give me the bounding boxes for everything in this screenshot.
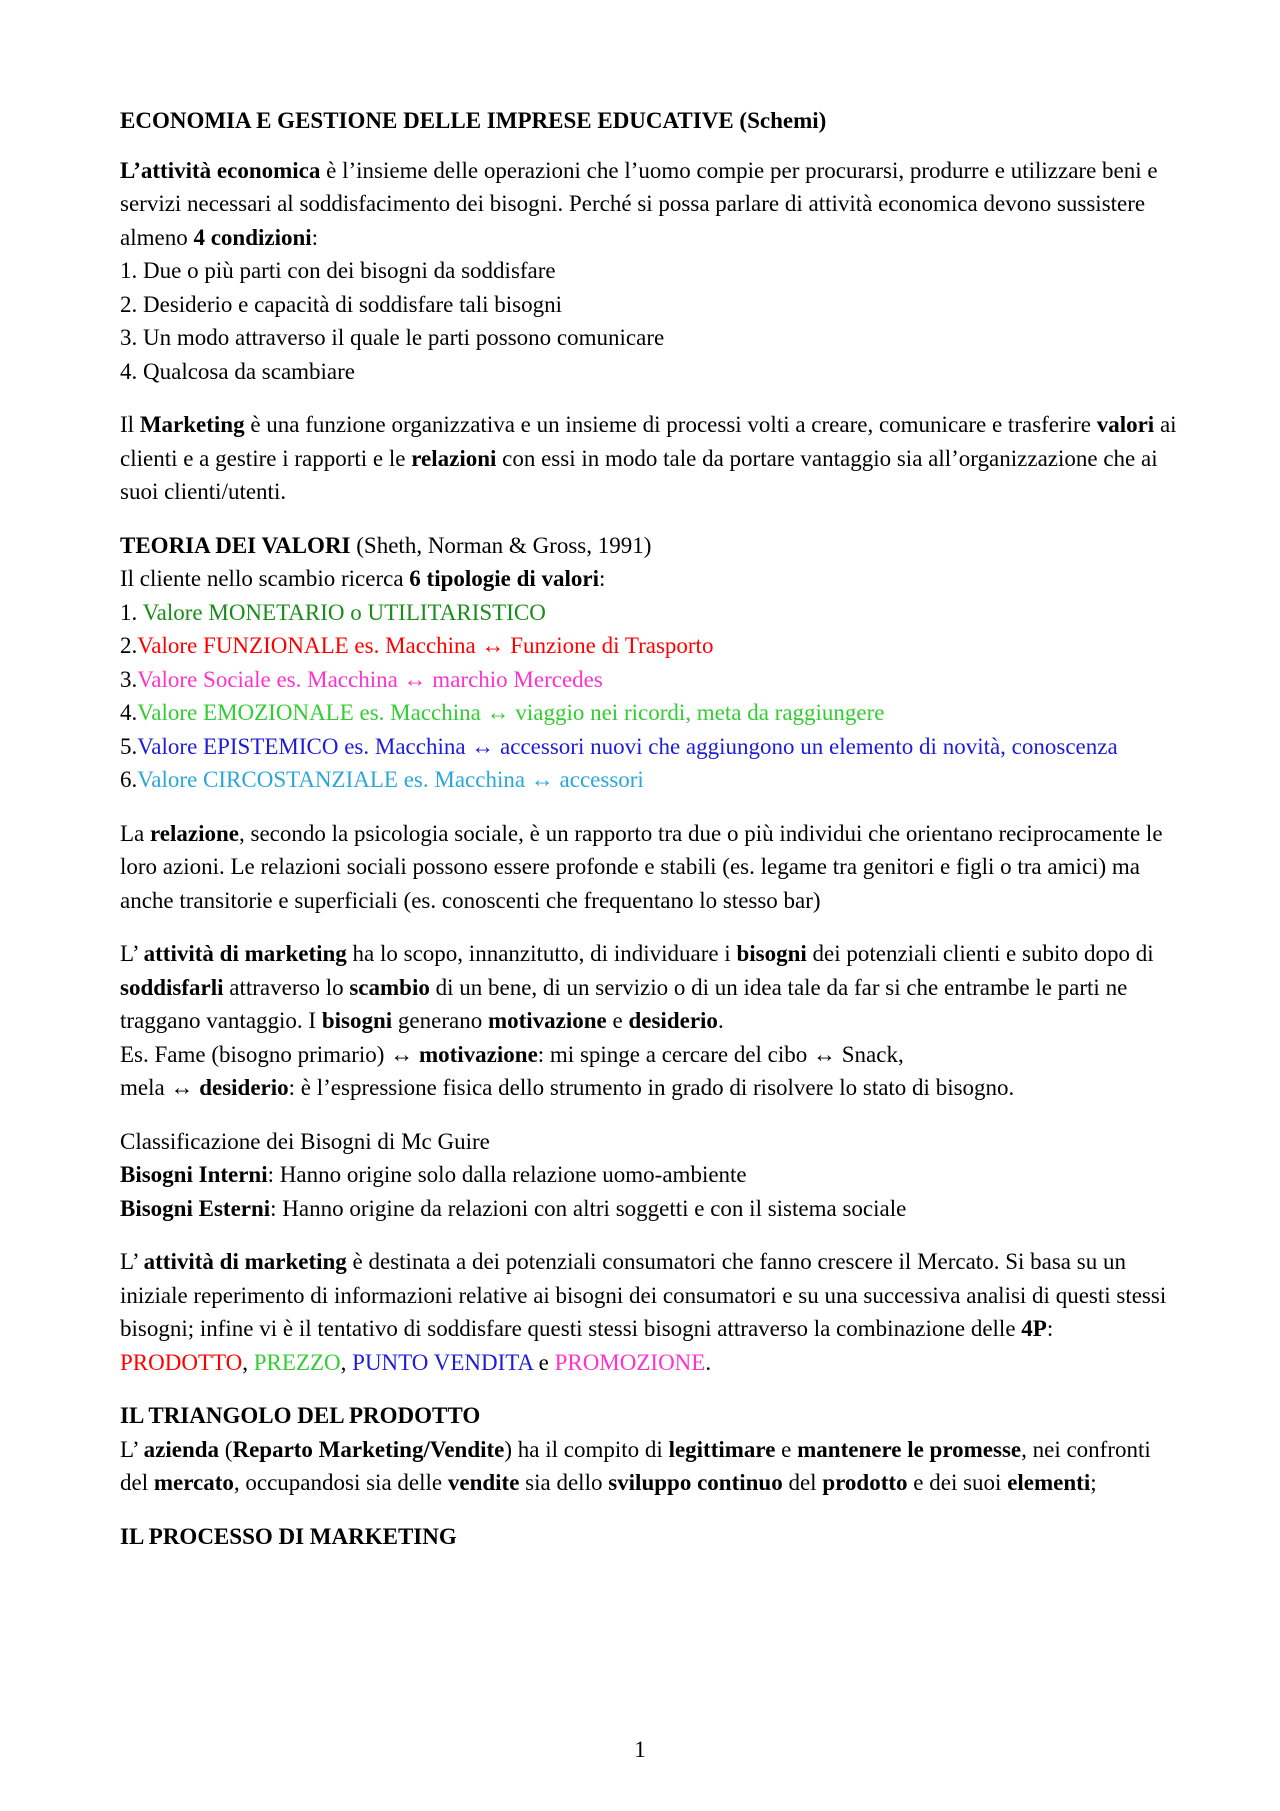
value-text: Valore Sociale es. Macchina ↔ marchio Mercedes	[137, 666, 603, 692]
bold-term: elementi	[1007, 1470, 1091, 1495]
processo-heading: IL PROCESSO DI MARKETING	[120, 1523, 457, 1549]
bold-term: relazione	[150, 820, 240, 846]
text-fragment: .	[705, 1349, 712, 1375]
teoria-heading: TEORIA DEI VALORI	[120, 532, 351, 558]
value-number: 6.	[120, 767, 138, 792]
value-text: Valore EMOZIONALE es. Macchina ↔ viaggio nei ricordi, meta da raggiungere	[137, 700, 885, 725]
text-fragment: è destinata a dei potenziali consumatori che fanno crescere il Mercato. Si basa su un iniziale reperimento di informazioni relative ai bisogni dei consumatori e su una successiva analisi di questi stessi bisogni; infine vi è il tentativo di soddisfare questi stessi bisogni attraverso la combinazione delle	[120, 1249, 1167, 1341]
attivita-marketing-paragraph	[120, 937, 1180, 1038]
text-fragment: , occupandosi sia delle	[233, 1470, 448, 1495]
text-fragment: e dei suoi	[907, 1470, 1008, 1495]
text-fragment: attraverso lo	[223, 974, 350, 1000]
value-text: Valore FUNZIONALE es. Macchina ↔ Funzione di Trasporto	[137, 633, 714, 658]
condizioni-term: 4 condizioni	[193, 224, 312, 250]
text-fragment: (	[219, 1436, 233, 1462]
text-fragment: : Hanno origine solo dalla relazione uomo-ambiente	[267, 1162, 747, 1187]
values-list	[120, 596, 1180, 797]
value-number: 3.	[120, 666, 138, 692]
value-item	[120, 696, 1180, 730]
text-fragment: e	[532, 1349, 555, 1375]
text-fragment: del	[782, 1470, 823, 1495]
value-number: 1.	[120, 599, 143, 625]
text-fragment: con essi in modo tale da portare vantaggio sia all’organizzazione che ai suoi clienti/utenti.	[120, 445, 1158, 504]
text-fragment: L’	[120, 1249, 144, 1274]
example-line	[120, 1038, 1180, 1072]
text-fragment: La	[120, 820, 151, 846]
teoria-heading-line	[120, 529, 1180, 563]
text-fragment: ,	[340, 1349, 353, 1375]
bold-term: prodotto	[822, 1470, 908, 1495]
value-item	[120, 596, 1180, 630]
text-fragment: mela ↔	[120, 1075, 200, 1100]
heading-text: IL TRIANGOLO DEL PRODOTTO	[120, 1403, 481, 1428]
relazione-paragraph	[120, 817, 1180, 918]
p-prezzo: PREZZO	[253, 1349, 341, 1375]
bold-term: Reparto Marketing/Vendite	[232, 1436, 505, 1462]
bold-term: mantenere le promesse	[797, 1436, 1022, 1462]
p-promozione: PROMOZIONE	[554, 1349, 706, 1375]
teoria-intro	[120, 562, 1180, 596]
attivita-term: L’attività economica	[120, 157, 321, 183]
value-number: 4.	[120, 700, 138, 725]
section-processo	[120, 1520, 1180, 1554]
bold-term: sviluppo continuo	[608, 1470, 783, 1495]
bold-term: motivazione	[487, 1008, 607, 1033]
bold-term: motivazione	[418, 1041, 538, 1067]
text-fragment: :	[1046, 1316, 1054, 1341]
bold-term: relazioni	[411, 445, 497, 471]
bold-term: bisogni	[736, 941, 807, 966]
value-item	[120, 663, 1180, 697]
value-number: 5.	[120, 733, 138, 759]
p-prodotto: PRODOTTO	[120, 1349, 243, 1375]
text-fragment: : mi spinge a cercare del cibo ↔ Snack,	[537, 1041, 904, 1067]
bold-term: 4P	[1021, 1316, 1047, 1341]
text-fragment: , nei confronti del	[120, 1436, 1151, 1495]
bold-term: Bisogni Interni	[120, 1162, 268, 1187]
text-fragment: e	[775, 1436, 798, 1462]
text-fragment: e	[606, 1008, 629, 1033]
teoria-citation: (Sheth, Norman & Gross, 1991)	[350, 532, 652, 558]
list-item: 2. Desiderio e capacità di soddisfare tali bisogni	[120, 291, 562, 317]
bold-term: legittimare	[668, 1436, 776, 1462]
text-fragment: sia dello	[519, 1470, 609, 1495]
section-attivita-marketing	[120, 937, 1180, 1105]
marketing-definition	[120, 408, 1180, 509]
mcguire-heading: Classificazione dei Bisogni di Mc Guire	[120, 1128, 490, 1154]
text-fragment: : Hanno origine da relazioni con altri soggetti e con il sistema sociale	[270, 1195, 907, 1221]
text-fragment: Es. Fame (bisogno primario) ↔	[120, 1041, 419, 1067]
text-fragment: , secondo la psicologia sociale, è un rapporto tra due o più individui che orientano reciprocamente le loro azioni. Le relazioni sociali possono essere profonde e stabili (es. legame tra genitori e figli o tra amici) ma anche transitorie e superficiali (es. conoscenti che frequentano lo stesso bar)	[120, 820, 1163, 913]
text-fragment: ;	[1090, 1470, 1097, 1495]
text-fragment: : è l’espressione fisica dello strumento in grado di risolvere lo stato di bisogno.	[288, 1075, 1015, 1100]
value-text: Valore CIRCOSTANZIALE es. Macchina ↔ accessori	[137, 767, 644, 792]
triangolo-paragraph	[120, 1433, 1180, 1500]
bold-term: desiderio	[199, 1075, 289, 1100]
value-text: Valore EPISTEMICO es. Macchina ↔ accessori nuovi che aggiungono un elemento di novità, conoscenza	[137, 733, 1118, 759]
bold-term: attività di marketing	[143, 941, 347, 966]
value-number: 2.	[120, 633, 138, 658]
text-fragment: ai clienti e a gestire i rapporti e le	[120, 412, 1177, 471]
p-punto-vendita: PUNTO VENDITA	[352, 1349, 533, 1375]
text-fragment: ha lo scopo, innanzitutto, di individuare i	[346, 941, 737, 966]
text-fragment: ,	[242, 1349, 254, 1375]
text-fragment: generano	[392, 1008, 488, 1033]
bold-term: attività di marketing	[143, 1249, 347, 1274]
attivita-colon: :	[311, 224, 319, 250]
text-fragment: è una funzione organizzativa e un insieme di processi volti a creare, comunicare e trasferire	[244, 412, 1097, 437]
attivita-paragraph	[120, 154, 1180, 255]
bold-term: soddisfarli	[120, 974, 224, 1000]
bold-term: mercato	[153, 1470, 234, 1495]
text-fragment: .	[717, 1008, 724, 1033]
document-page	[120, 104, 1180, 1573]
list-item: 1. Due o più parti con dei bisogni da soddisfare	[120, 258, 556, 283]
document-title: ECONOMIA E GESTIONE DELLE IMPRESE EDUCATIVE (Schemi)	[120, 108, 827, 133]
list-item: 3. Un modo attraverso il quale le parti possono comunicare	[120, 325, 665, 350]
example-line	[120, 1071, 1180, 1105]
text-fragment: Il	[120, 412, 140, 437]
value-item	[120, 629, 1180, 663]
text-fragment: Il cliente nello scambio ricerca	[120, 566, 410, 591]
section-attivita-economica	[120, 154, 1180, 389]
attivita-text: è l’insieme delle operazioni che l’uomo compie per procurarsi, produrre e utilizzare beni e servizi necessari al soddisfacimento dei bisogni. Perché si possa parlare di attività economica devono sussistere almeno	[120, 157, 1158, 250]
bold-term: azienda	[143, 1436, 220, 1462]
value-item	[120, 730, 1180, 764]
bisogni-esterni	[120, 1192, 1180, 1226]
list-item: 4. Qualcosa da scambiare	[120, 358, 356, 384]
quattro-p-paragraph	[120, 1245, 1180, 1379]
bold-term: Marketing	[139, 412, 245, 437]
text-fragment: L’	[120, 1436, 144, 1462]
text-fragment: ) ha il compito di	[504, 1436, 669, 1462]
text-fragment: :	[599, 566, 606, 591]
text-fragment: L’	[120, 941, 144, 966]
bisogni-interni	[120, 1158, 1180, 1192]
triangolo-heading	[120, 1399, 1180, 1433]
section-mcguire	[120, 1125, 1180, 1226]
text-fragment: di un bene, di un servizio o di un idea tale da far si che entrambe le parti ne traggano vantaggio. I	[120, 974, 1128, 1033]
bold-term: bisogni	[321, 1008, 393, 1033]
page-number: 1	[634, 1737, 646, 1762]
bold-term: 6 tipologie di valori	[409, 566, 600, 591]
condizioni-list	[120, 254, 1180, 388]
bold-term: desiderio	[628, 1008, 718, 1033]
bold-term: scambio	[349, 974, 430, 1000]
bold-term: vendite	[447, 1470, 520, 1495]
bold-term: valori	[1096, 412, 1155, 437]
value-text: Valore MONETARIO o UTILITARISTICO	[142, 599, 546, 625]
section-teoria-valori	[120, 529, 1180, 797]
section-triangolo	[120, 1399, 1180, 1500]
bold-term: Bisogni Esterni	[120, 1195, 271, 1221]
text-fragment: dei potenziali clienti e subito dopo di	[806, 941, 1154, 966]
value-item	[120, 763, 1180, 797]
